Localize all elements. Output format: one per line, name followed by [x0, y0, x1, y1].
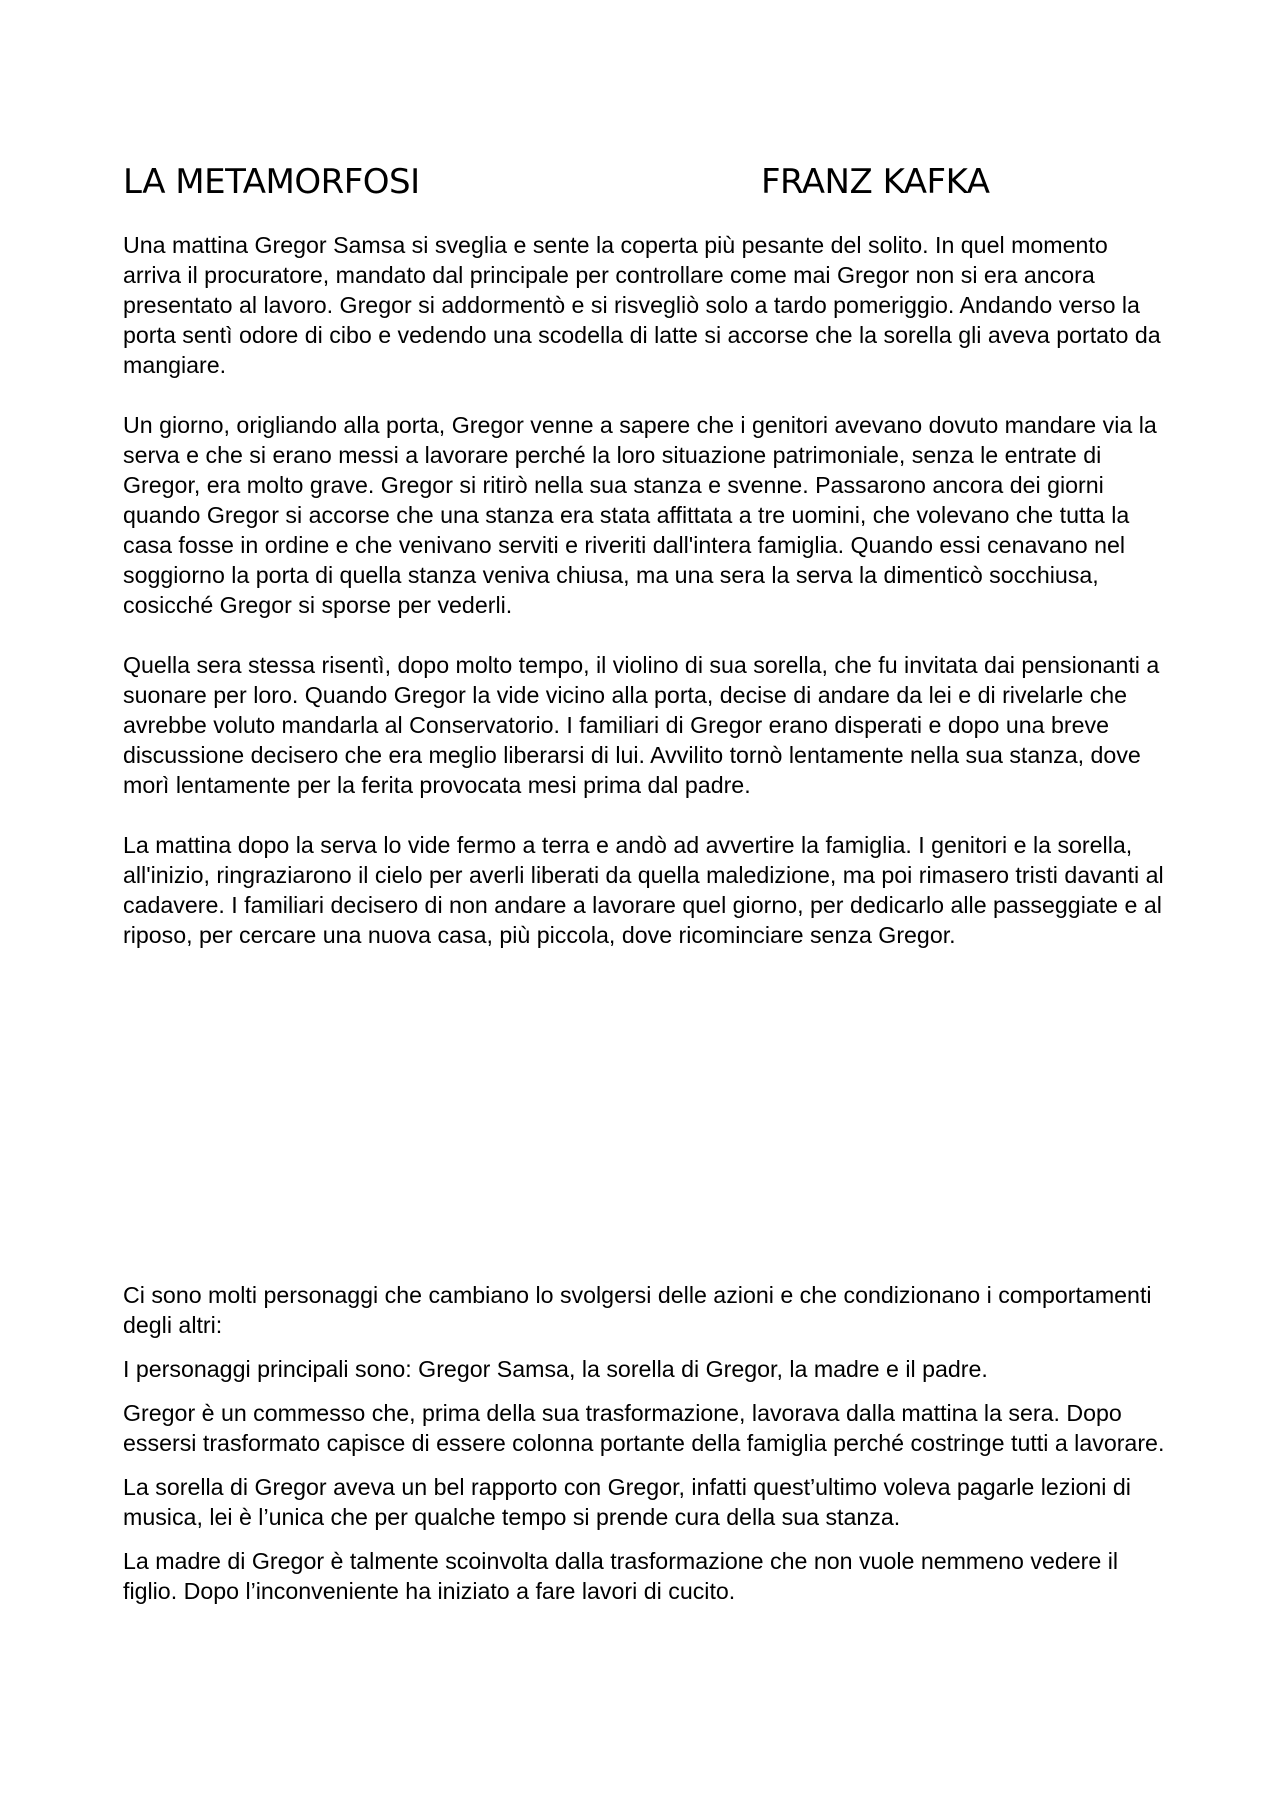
characters-paragraph-1: Ci sono molti personaggi che cambiano lo svolgersi delle azioni e che condizionano i comportamenti degli altri: — [123, 1282, 1152, 1338]
summary-paragraph-3: Quella sera stessa risentì, dopo molto tempo, il violino di sua sorella, che fu invitata dai pensionanti a suonare per loro. Quando Gregor la vide vicino alla porta, decise di andare da lei e di rivelarle che avrebbe voluto mandarla al Conservatorio. I familiari di Gregor erano disperati e dopo una breve discussione decisero che era meglio liberarsi di lui. Avvilito tornò lentamente nella sua stanza, dove morì lentamente per la ferita provocata mesi prima dal padre. — [123, 652, 1160, 798]
summary-paragraph-1: Una mattina Gregor Samsa si sveglia e sente la coperta più pesante del solito. In quel momento arriva il procuratore, mandato dal principale per controllare come mai Gregor non si era ancora presentato al lavoro. Gregor si addormentò e si risvegliò solo a tardo pomeriggio. Andando verso la porta sentì odore di cibo e vedendo una scodella di latte si accorse che la sorella gli aveva portato da mangiare. — [123, 232, 1161, 378]
summary-paragraph-4: La mattina dopo la serva lo vide fermo a terra e andò ad avvertire la famiglia. I genitori e la sorella, all'inizio, ringraziarono il cielo per averli liberati da quella maledizione, ma poi rimasero tristi davanti al cadavere. I familiari decisero di non andare a lavorare quel giorno, per dedicarlo alle passeggiate e al riposo, per cercare una nuova casa, più piccola, dove ricominciare senza Gregor. — [123, 832, 1164, 948]
summary-paragraph-2: Un giorno, origliando alla porta, Gregor venne a sapere che i genitori avevano dovuto mandare via la serva e che si erano messi a lavorare perché la loro situazione patrimoniale, senza le entrate di Gregor, era molto grave. Gregor si ritirò nella sua stanza e svenne. Passarono ancora dei giorni quando Gregor si accorse che una stanza era stata affittata a tre uomini, che volevano che tutta la casa fosse in ordine e che venivano serviti e riveriti dall'intera famiglia. Quando essi cenavano nel soggiorno la porta di quella stanza veniva chiusa, ma una sera la serva la dimenticò socchiusa, cosicché Gregor si sporse per vederli. — [123, 412, 1157, 618]
characters-paragraph-2: I personaggi principali sono: Gregor Samsa, la sorella di Gregor, la madre e il padre. — [123, 1356, 988, 1382]
characters-paragraph-3: Gregor è un commesso che, prima della sua trasformazione, lavorava dalla mattina la sera. Dopo essersi trasformato capisce di essere colonna portante della famiglia perché costringe tutti a lavorare. — [123, 1400, 1165, 1456]
characters-section — [123, 1280, 1168, 1620]
document-title: LA METAMORFOSI — [123, 162, 420, 202]
characters-paragraph-5: La madre di Gregor è talmente scoinvolta dalla trasformazione che non vuole nemmeno vedere il figlio. Dopo l’inconveniente ha iniziato a fare lavori di cucito. — [123, 1548, 1119, 1604]
document-author: FRANZ KAFKA — [761, 162, 990, 202]
plot-summary-section — [123, 230, 1168, 980]
characters-paragraph-4: La sorella di Gregor aveva un bel rapporto con Gregor, infatti quest’ultimo voleva pagarle lezioni di musica, lei è l’unica che per qualche tempo si prende cura della sua stanza. — [123, 1474, 1131, 1530]
document-header — [123, 158, 1123, 206]
